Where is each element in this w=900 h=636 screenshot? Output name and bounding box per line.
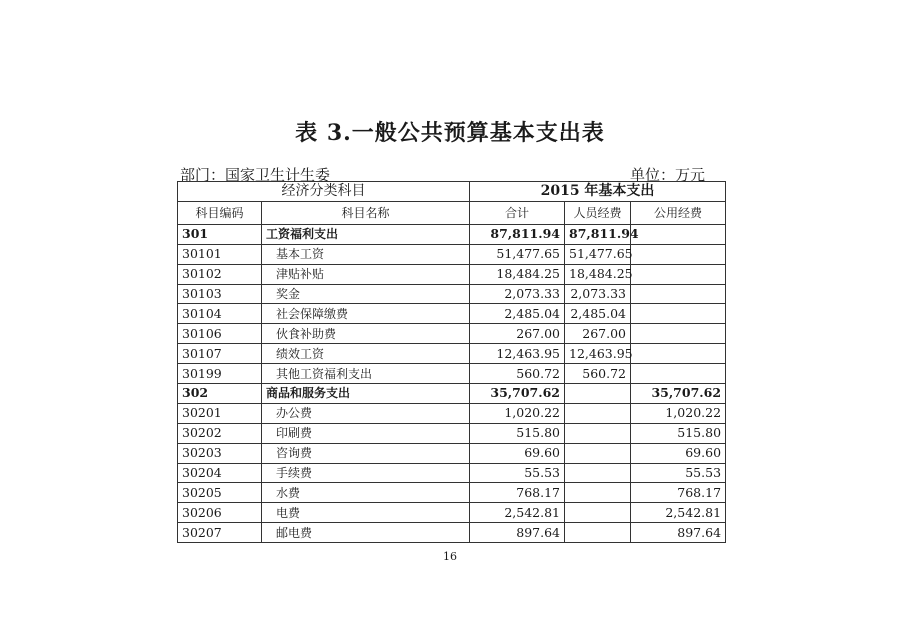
- cell-code: 30199: [178, 364, 262, 384]
- budget-table-body: [178, 224, 726, 542]
- cell-name: 绩效工资: [262, 344, 470, 364]
- cell-personnel: 267.00: [565, 324, 631, 344]
- cell-name: 其他工资福利支出: [262, 364, 470, 384]
- column-header-total: 合计: [470, 201, 565, 224]
- column-header-personnel: 人员经费: [565, 201, 631, 224]
- cell-code: 30204: [178, 463, 262, 483]
- budget-year-header: 2015 年基本支出: [470, 182, 726, 202]
- cell-public: [631, 324, 726, 344]
- cell-personnel: 51,477.65: [565, 244, 631, 264]
- cell-total: 267.00: [470, 324, 565, 344]
- table-row: [178, 244, 726, 264]
- cell-total: 560.72: [470, 364, 565, 384]
- cell-personnel: 87,811.94: [565, 224, 631, 244]
- table-row: [178, 284, 726, 304]
- cell-code: 30207: [178, 523, 262, 543]
- table-row: [178, 503, 726, 523]
- cell-code: 301: [178, 224, 262, 244]
- cell-public: 55.53: [631, 463, 726, 483]
- cell-personnel: [565, 483, 631, 503]
- cell-total: 35,707.62: [470, 384, 565, 404]
- column-header-public: 公用经费: [631, 201, 726, 224]
- table-row: [178, 364, 726, 384]
- cell-name: 奖金: [262, 284, 470, 304]
- cell-code: 30106: [178, 324, 262, 344]
- cell-total: 515.80: [470, 423, 565, 443]
- cell-name: 水费: [262, 483, 470, 503]
- cell-name: 基本工资: [262, 244, 470, 264]
- cell-personnel: 18,484.25: [565, 264, 631, 284]
- table-row: [178, 224, 726, 244]
- cell-name: 津贴补贴: [262, 264, 470, 284]
- cell-code: 30205: [178, 483, 262, 503]
- table-row: [178, 304, 726, 324]
- cell-total: 897.64: [470, 523, 565, 543]
- cell-public: 768.17: [631, 483, 726, 503]
- cell-name: 咨询费: [262, 443, 470, 463]
- cell-name: 电费: [262, 503, 470, 523]
- cell-total: 87,811.94: [470, 224, 565, 244]
- cell-personnel: 560.72: [565, 364, 631, 384]
- classification-header: 经济分类科目: [178, 182, 470, 202]
- table-row: [178, 324, 726, 344]
- cell-code: 30104: [178, 304, 262, 324]
- cell-name: 社会保障缴费: [262, 304, 470, 324]
- cell-total: 18,484.25: [470, 264, 565, 284]
- budget-table: [177, 181, 726, 543]
- cell-code: 302: [178, 384, 262, 404]
- table-row: [178, 264, 726, 284]
- cell-public: [631, 304, 726, 324]
- cell-name: 邮电费: [262, 523, 470, 543]
- table-row: [178, 443, 726, 463]
- cell-name: 伙食补助费: [262, 324, 470, 344]
- cell-public: 515.80: [631, 423, 726, 443]
- cell-public: 1,020.22: [631, 403, 726, 423]
- cell-personnel: [565, 403, 631, 423]
- cell-name: 商品和服务支出: [262, 384, 470, 404]
- cell-public: 897.64: [631, 523, 726, 543]
- cell-name: 印刷费: [262, 423, 470, 443]
- cell-public: [631, 224, 726, 244]
- cell-personnel: [565, 463, 631, 483]
- cell-personnel: 12,463.95: [565, 344, 631, 364]
- cell-public: [631, 364, 726, 384]
- cell-code: 30206: [178, 503, 262, 523]
- table-row: [178, 344, 726, 364]
- department-label: 部门：国家卫生计生委: [180, 166, 331, 184]
- group-header-row: [178, 182, 726, 202]
- cell-public: [631, 244, 726, 264]
- cell-name: 工资福利支出: [262, 224, 470, 244]
- cell-code: 30203: [178, 443, 262, 463]
- cell-total: 1,020.22: [470, 403, 565, 423]
- cell-public: [631, 344, 726, 364]
- cell-code: 30201: [178, 403, 262, 423]
- cell-public: 2,542.81: [631, 503, 726, 523]
- table-row: [178, 403, 726, 423]
- cell-personnel: [565, 443, 631, 463]
- column-header-code: 科目编码: [178, 201, 262, 224]
- cell-name: 办公费: [262, 403, 470, 423]
- cell-name: 手续费: [262, 463, 470, 483]
- cell-personnel: [565, 384, 631, 404]
- cell-total: 768.17: [470, 483, 565, 503]
- cell-total: 2,542.81: [470, 503, 565, 523]
- cell-total: 2,485.04: [470, 304, 565, 324]
- page-number: 16: [443, 550, 457, 563]
- cell-total: 55.53: [470, 463, 565, 483]
- column-header-row: [178, 201, 726, 224]
- cell-public: [631, 264, 726, 284]
- cell-personnel: [565, 503, 631, 523]
- page-title: 表 3.一般公共预算基本支出表: [295, 120, 605, 146]
- cell-total: 51,477.65: [470, 244, 565, 264]
- column-header-name: 科目名称: [262, 201, 470, 224]
- cell-personnel: 2,073.33: [565, 284, 631, 304]
- table-row: [178, 423, 726, 443]
- table-row: [178, 463, 726, 483]
- cell-code: 30102: [178, 264, 262, 284]
- cell-public: 35,707.62: [631, 384, 726, 404]
- cell-personnel: [565, 423, 631, 443]
- cell-total: 2,073.33: [470, 284, 565, 304]
- cell-public: 69.60: [631, 443, 726, 463]
- cell-personnel: 2,485.04: [565, 304, 631, 324]
- cell-code: 30103: [178, 284, 262, 304]
- cell-total: 69.60: [470, 443, 565, 463]
- table-row: [178, 523, 726, 543]
- cell-total: 12,463.95: [470, 344, 565, 364]
- table-row: [178, 384, 726, 404]
- cell-code: 30202: [178, 423, 262, 443]
- cell-code: 30101: [178, 244, 262, 264]
- cell-code: 30107: [178, 344, 262, 364]
- unit-label: 单位：万元: [630, 166, 706, 184]
- cell-personnel: [565, 523, 631, 543]
- cell-public: [631, 284, 726, 304]
- table-row: [178, 483, 726, 503]
